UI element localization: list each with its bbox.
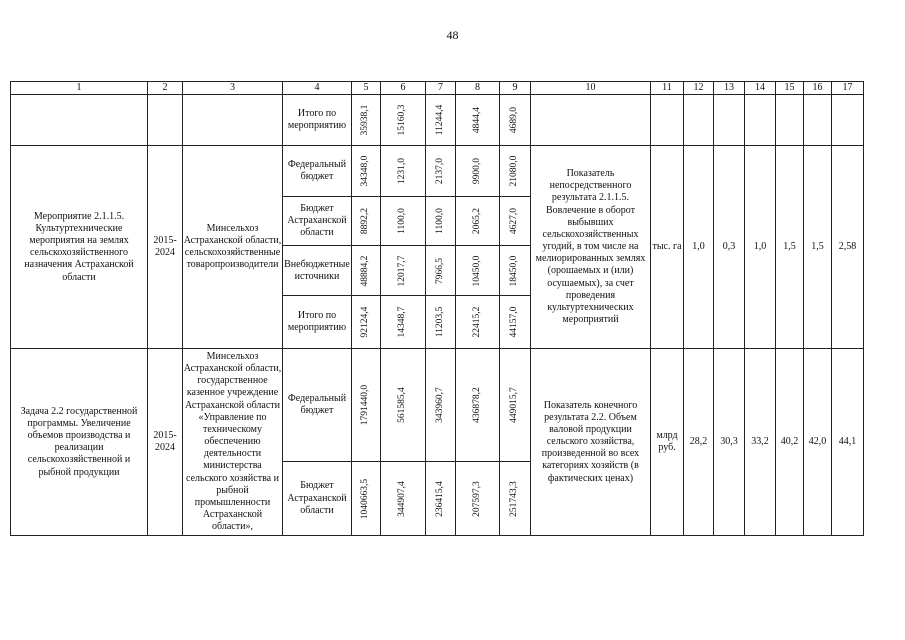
- target-cell: [745, 95, 776, 146]
- amount-year: 344907,4: [381, 462, 426, 536]
- activity-cell: [11, 95, 148, 146]
- table-row: [11, 146, 864, 197]
- col-header: 9: [500, 82, 531, 95]
- header-row: [11, 82, 864, 95]
- amount-total: 35938,1: [352, 95, 381, 146]
- amount-year: 22415,2: [456, 296, 500, 349]
- col-header: 4: [283, 82, 352, 95]
- unit-cell: млрд руб.: [651, 349, 684, 536]
- col-header: 10: [531, 82, 651, 95]
- col-header: 5: [352, 82, 381, 95]
- col-header: 14: [745, 82, 776, 95]
- col-header: 6: [381, 82, 426, 95]
- col-header: 16: [804, 82, 832, 95]
- executor-cell: Минсельхоз Астраханской области, государственное казенное учреждение Астраханской области «Управление по техническому обеспечению деятельности министерства сельского хозяйства и рыбной промышленности Астраханской области»,: [183, 349, 283, 536]
- amount-year: 44157,0: [500, 296, 531, 349]
- amount-year: 4844,4: [456, 95, 500, 146]
- amount-year: 12017,7: [381, 246, 426, 296]
- amount-year: 11244,4: [426, 95, 456, 146]
- indicator-cell: Показатель конечного результата 2.2. Объем валовой продукции сельского хозяйства, произведенной во всех категориях хозяйств (в фактических ценах): [531, 349, 651, 536]
- period-cell: 2015-2024: [148, 349, 183, 536]
- target-cell: 1,5: [776, 146, 804, 349]
- target-cell: 44,1: [832, 349, 864, 536]
- amount-year: 10450,0: [456, 246, 500, 296]
- target-cell: 28,2: [684, 349, 714, 536]
- col-header: 12: [684, 82, 714, 95]
- amount-total: 34348,0: [352, 146, 381, 197]
- col-header: 2: [148, 82, 183, 95]
- col-header: 1: [11, 82, 148, 95]
- period-cell: [148, 95, 183, 146]
- amount-total: 48884,2: [352, 246, 381, 296]
- funding-source: Бюджет Астраханской области: [283, 197, 352, 246]
- target-cell: 40,2: [776, 349, 804, 536]
- funding-source: Бюджет Астраханской области: [283, 462, 352, 536]
- amount-year: 18450,0: [500, 246, 531, 296]
- col-header: 8: [456, 82, 500, 95]
- amount-year: 449015,7: [500, 349, 531, 462]
- amount-year: 207597,3: [456, 462, 500, 536]
- period-cell: 2015-2024: [148, 146, 183, 349]
- amount-year: 236415,4: [426, 462, 456, 536]
- activity-cell: Мероприятие 2.1.1.5. Культуртехнические мероприятия на землях сельскохозяйственного назначения Астраханской области: [11, 146, 148, 349]
- amount-year: 436878,2: [456, 349, 500, 462]
- amount-year: 343960,7: [426, 349, 456, 462]
- target-cell: 30,3: [714, 349, 745, 536]
- target-cell: 2,58: [832, 146, 864, 349]
- amount-year: 2137,0: [426, 146, 456, 197]
- page-number: 48: [446, 28, 459, 42]
- funding-source: Федеральный бюджет: [283, 349, 352, 462]
- unit-cell: тыс. га: [651, 146, 684, 349]
- amount-year: 7966,5: [426, 246, 456, 296]
- amount-year: 1231,0: [381, 146, 426, 197]
- amount-year: 1100,0: [426, 197, 456, 246]
- funding-source: Итого по мероприятию: [283, 296, 352, 349]
- executor-cell: [183, 95, 283, 146]
- amount-year: 14348,7: [381, 296, 426, 349]
- col-header: 7: [426, 82, 456, 95]
- activity-cell: Задача 2.2 государственной программы. Увеличение объемов производства и реализации сельскохозяйственной и рыбной продукции: [11, 349, 148, 536]
- target-cell: [684, 95, 714, 146]
- amount-year: 1100,0: [381, 197, 426, 246]
- target-cell: 1,0: [684, 146, 714, 349]
- amount-total: 8892,2: [352, 197, 381, 246]
- funding-source: Итого по мероприятию: [283, 95, 352, 146]
- executor-cell: Минсельхоз Астраханской области, сельскохозяйственные товаропроизводители: [183, 146, 283, 349]
- col-header: 17: [832, 82, 864, 95]
- indicator-cell: Показатель непосредственного результата 2.1.1.5. Вовлечение в оборот выбывших сельскохозяйственных угодий, в том числе на мелиорированных землях (орошаемых и (или) осушаемых), за счет проведения культуртехнических мероприятий: [531, 146, 651, 349]
- col-header: 13: [714, 82, 745, 95]
- target-cell: [832, 95, 864, 146]
- program-table: [10, 81, 864, 536]
- target-cell: 42,0: [804, 349, 832, 536]
- table-row: [11, 95, 864, 146]
- amount-year: 4689,0: [500, 95, 531, 146]
- amount-year: 15160,3: [381, 95, 426, 146]
- indicator-cell: [531, 95, 651, 146]
- amount-year: 11203,5: [426, 296, 456, 349]
- col-header: 11: [651, 82, 684, 95]
- funding-source: Федеральный бюджет: [283, 146, 352, 197]
- target-cell: 0,3: [714, 146, 745, 349]
- amount-year: 561585,4: [381, 349, 426, 462]
- col-header: 3: [183, 82, 283, 95]
- col-header: 15: [776, 82, 804, 95]
- target-cell: [714, 95, 745, 146]
- amount-year: 9900,0: [456, 146, 500, 197]
- amount-year: 251743,3: [500, 462, 531, 536]
- target-cell: [776, 95, 804, 146]
- funding-source: Внебюджетные источники: [283, 246, 352, 296]
- amount-total: 92124,4: [352, 296, 381, 349]
- target-cell: 1,0: [745, 146, 776, 349]
- amount-year: 21080,0: [500, 146, 531, 197]
- amount-total: 1040663,5: [352, 462, 381, 536]
- target-cell: [804, 95, 832, 146]
- target-cell: 33,2: [745, 349, 776, 536]
- amount-year: 2065,2: [456, 197, 500, 246]
- unit-cell: [651, 95, 684, 146]
- target-cell: 1,5: [804, 146, 832, 349]
- amount-year: 4627,0: [500, 197, 531, 246]
- amount-total: 1791440,0: [352, 349, 381, 462]
- table-row: [11, 349, 864, 462]
